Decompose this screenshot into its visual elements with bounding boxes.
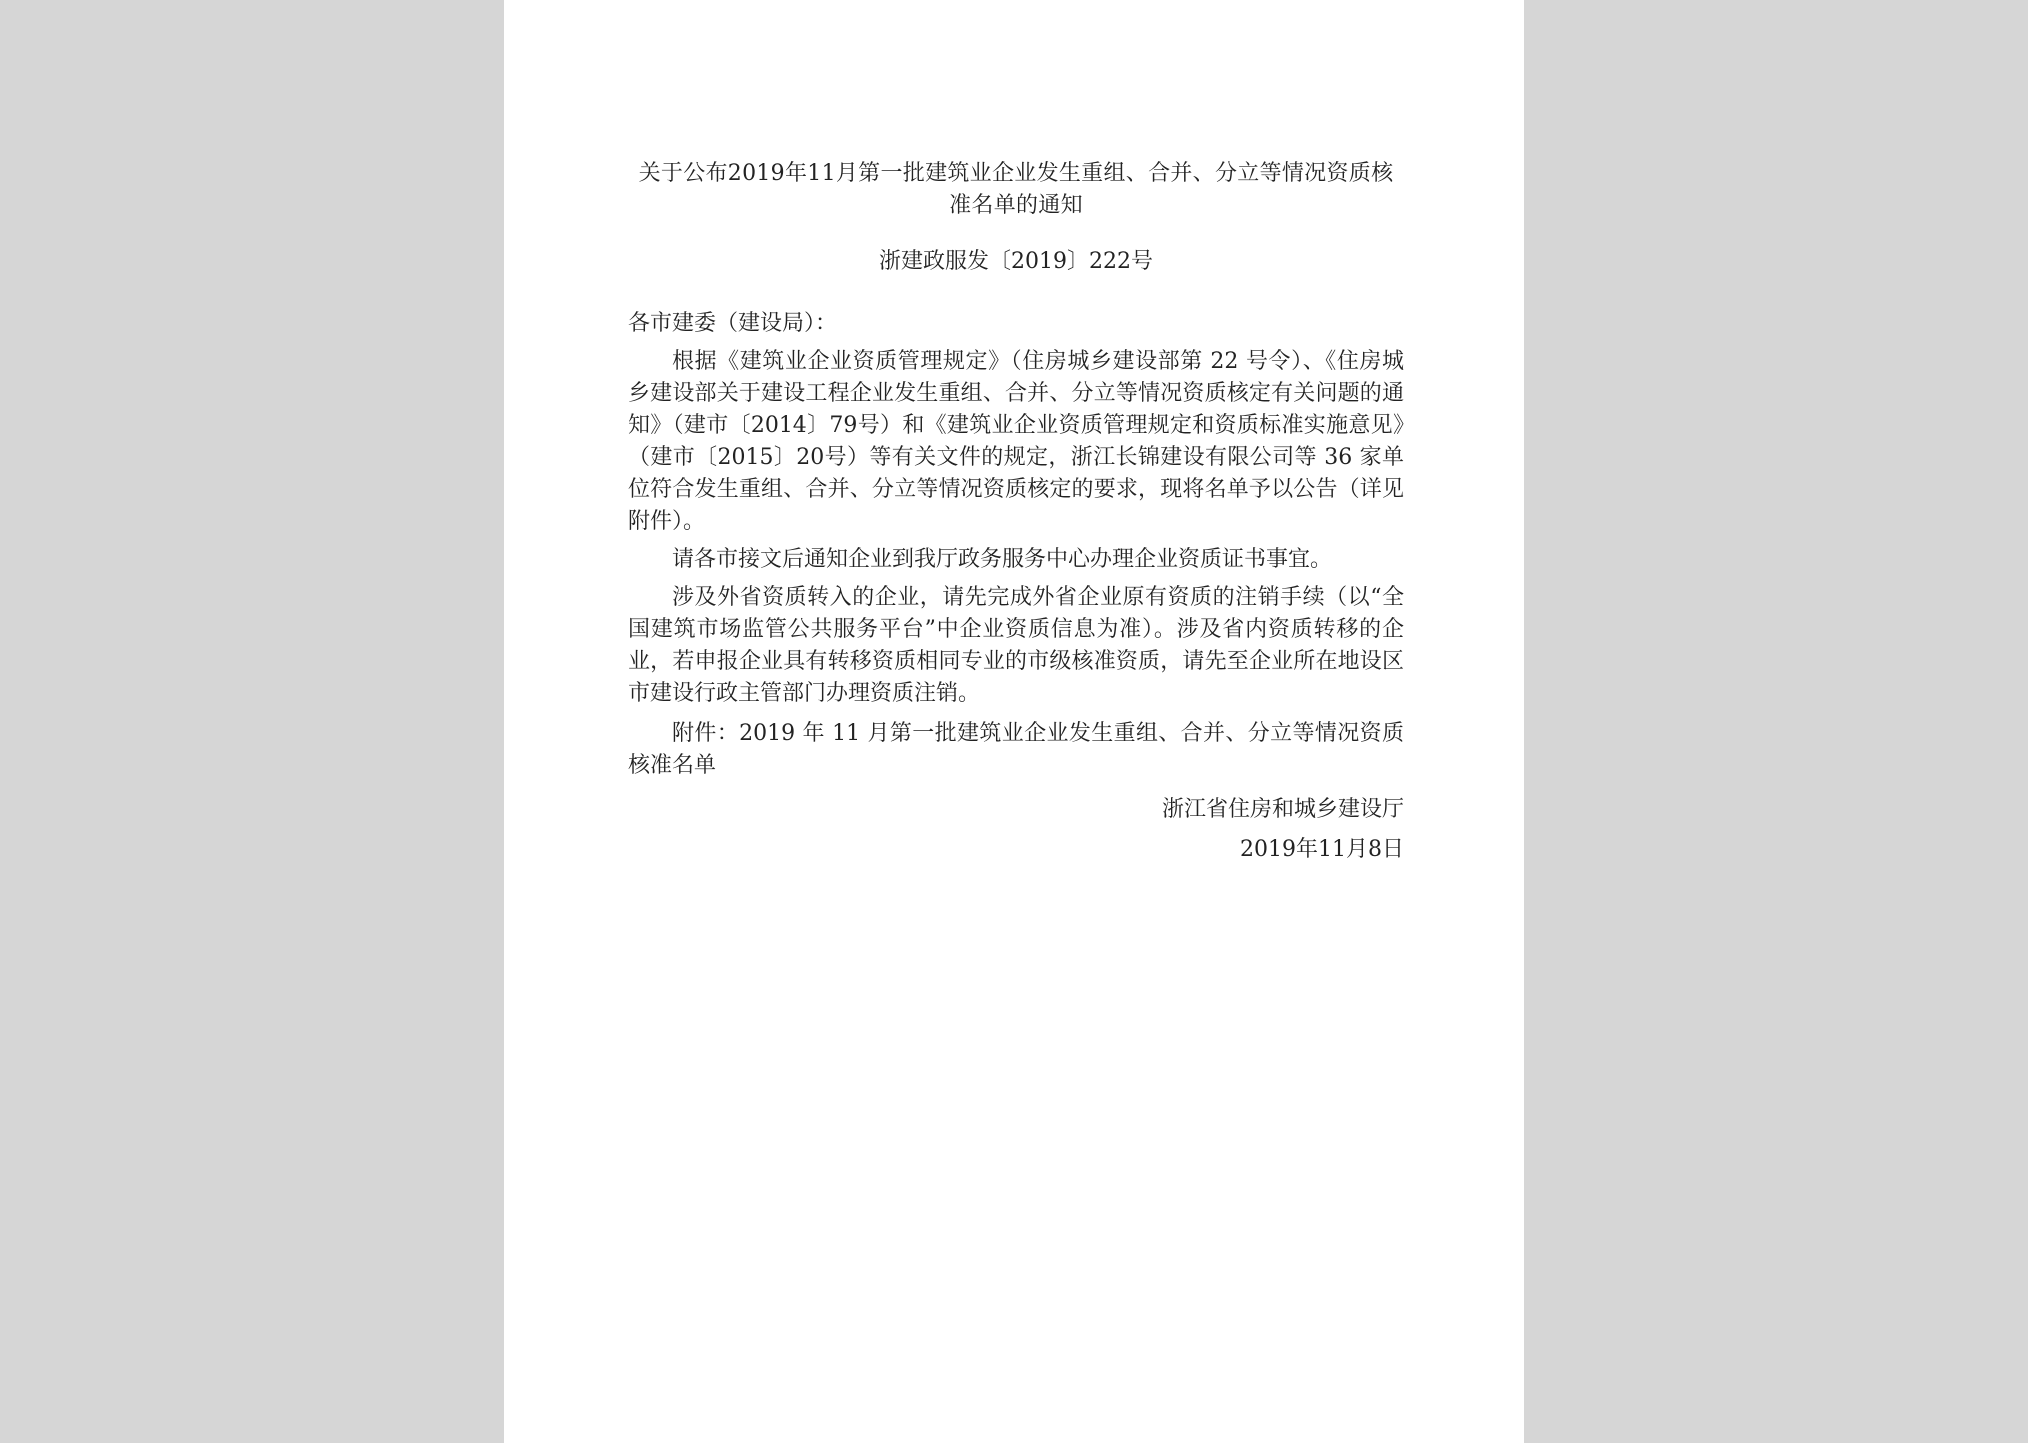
document-number: 浙建政服发〔2019〕222号 (879, 249, 1153, 274)
page-content (628, 158, 1404, 866)
body-paragraph-2: 请各市接文后通知企业到我厅政务服务中心办理企业资质证书事宜。 (672, 547, 1333, 572)
body-paragraph-3: 涉及外省资质转入的企业，请先完成外省企业原有资质的注销手续（以“全国建筑市场监管公共服务平台”中企业资质信息为准）。涉及省内资质转移的企业，若申报企业具有转移资质相同专业的市级核准资质，请先至企业所在地设区市建设行政主管部门办理资质注销。 (628, 585, 1404, 706)
issue-date: 2019年11月8日 (1240, 837, 1404, 862)
document-page (504, 0, 1524, 1443)
issuer-signature: 浙江省住房和城乡建设厅 (1161, 797, 1404, 822)
document-title: 关于公布2019年11月第一批建筑业企业发生重组、合并、分立等情况资质核准名单的通知 (638, 161, 1394, 218)
body-paragraph-1: 根据《建筑业企业资质管理规定》（住房城乡建设部第 22 号令）、《住房城乡建设部关于建设工程企业发生重组、合并、分立等情况资质核定有关问题的通知》（建市〔2014〕79号）和《建筑业企业资质管理规定和资质标准实施意见》（建市〔2015〕20号）等有关文件的规定，浙江长锦建设有限公司等 36 家单位符合发生重组、合并、分立等情况资质核定的要求，现将名单予以公告（详见附件）。 (628, 349, 1404, 534)
salutation: 各市建委（建设局）： (628, 311, 838, 336)
attachment-note: 附件：2019 年 11 月第一批建筑业企业发生重组、合并、分立等情况资质核准名单 (628, 721, 1404, 778)
